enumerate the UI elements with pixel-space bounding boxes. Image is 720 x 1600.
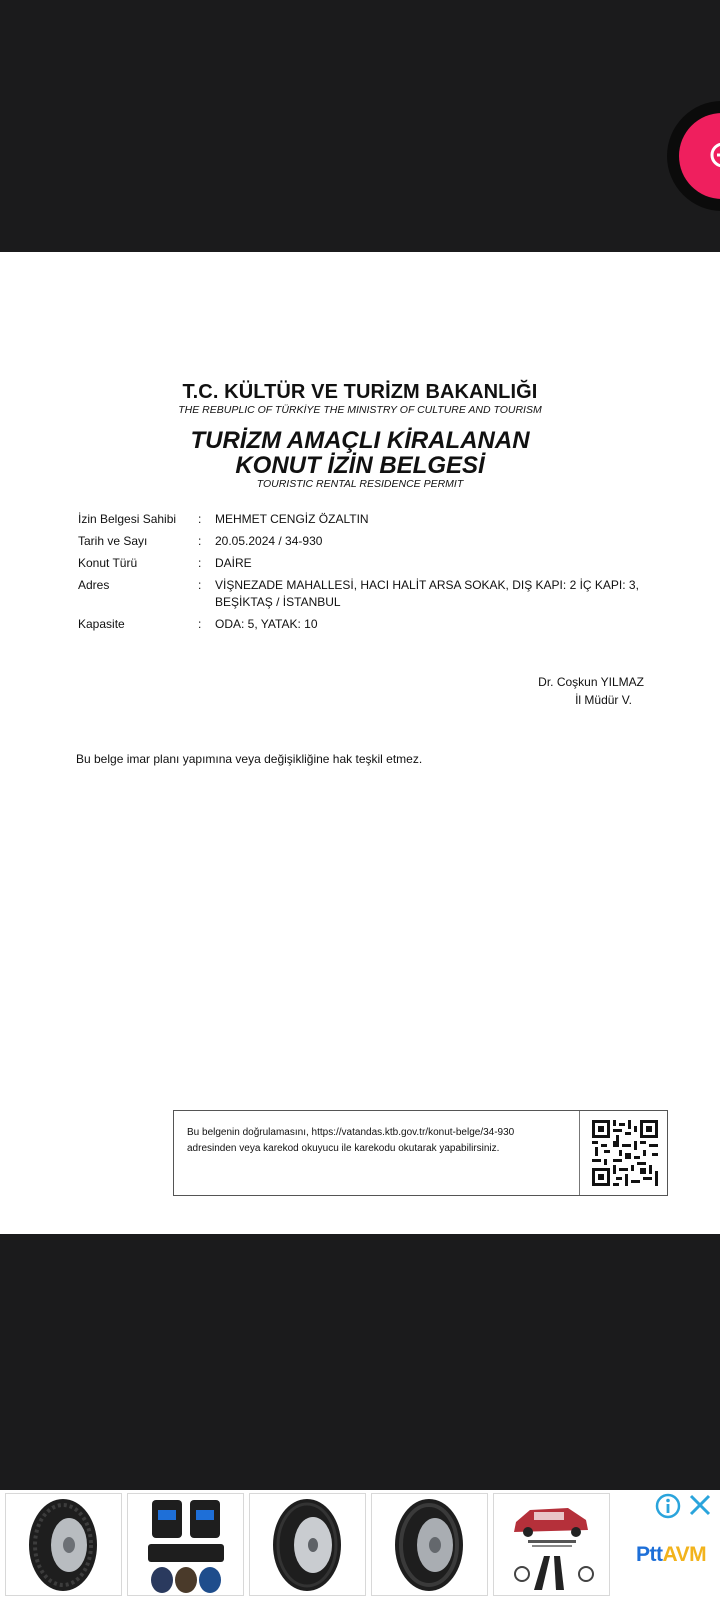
ad-product-tire-3[interactable] xyxy=(371,1493,488,1596)
verification-divider xyxy=(579,1111,580,1195)
permit-title-en: TOURISTIC RENTAL RESIDENCE PERMIT xyxy=(256,478,464,490)
car-window-visor-icon xyxy=(494,1494,609,1595)
verification-line1: Bu belgenin doğrulamasını, https://vatandas.ktb.gov.tr/konut-belge/34-930 xyxy=(187,1127,515,1138)
top-dark-area xyxy=(0,0,720,252)
verification-box xyxy=(173,1110,668,1196)
field-value: 20.05.2024 / 34-930 xyxy=(215,534,323,548)
car-floor-mat-icon xyxy=(128,1494,243,1595)
field-colon: : xyxy=(198,534,202,548)
field-colon: : xyxy=(198,512,202,526)
field-label: Kapasite xyxy=(78,617,125,631)
field-colon: : xyxy=(198,556,202,570)
pttavm-logo[interactable] xyxy=(636,1543,706,1567)
ad-product-window-visor[interactable] xyxy=(493,1493,610,1596)
permit-title-line2: KONUT İZİN BELGESİ xyxy=(235,452,485,479)
field-colon: : xyxy=(198,578,202,592)
tire-icon xyxy=(6,1494,121,1595)
ad-product-tire-2[interactable] xyxy=(249,1493,366,1596)
verification-line2: adresinden veya karekod okuyucu ile karekodu okutarak yapabilirsiniz. xyxy=(187,1143,500,1154)
ministry-title-en: THE REBUPLIC OF TÜRKİYE THE MINISTRY OF CULTURE AND TOURISM xyxy=(178,404,542,416)
signatory-title: İl Müdür V. xyxy=(575,693,632,707)
permit-document xyxy=(0,252,720,1234)
field-label: Konut Türü xyxy=(78,556,138,570)
tire-icon xyxy=(250,1494,365,1595)
field-label: Adres xyxy=(78,578,110,592)
field-value xyxy=(215,577,665,611)
address-line1: VİŞNEZADE MAHALLESİ, HACI HALİT ARSA SOKAK, DIŞ KAPI: 2 İÇ KAPI: 3, xyxy=(215,578,639,592)
qr-code-icon xyxy=(592,1120,658,1186)
brand-avm: AVM xyxy=(662,1543,707,1566)
plus-circle-icon xyxy=(701,133,720,177)
ministry-title: T.C. KÜLTÜR VE TURİZM BAKANLIĞI xyxy=(182,381,538,403)
signatory-name: Dr. Coşkun YILMAZ xyxy=(538,675,644,689)
brand-ptt: Ptt xyxy=(636,1543,663,1566)
close-icon[interactable] xyxy=(687,1492,713,1518)
bottom-dark-area xyxy=(0,1234,720,1490)
permit-title-line1: TURİZM AMAÇLI KİRALANAN xyxy=(190,427,530,454)
field-value: MEHMET CENGİZ ÖZALTIN xyxy=(215,512,369,526)
field-value: ODA: 5, YATAK: 10 xyxy=(215,617,318,631)
verification-text xyxy=(187,1125,557,1157)
tire-icon xyxy=(372,1494,487,1595)
ad-product-tire-1[interactable] xyxy=(5,1493,122,1596)
info-icon[interactable] xyxy=(654,1492,682,1520)
field-label: İzin Belgesi Sahibi xyxy=(78,512,177,526)
field-label: Tarih ve Sayı xyxy=(78,534,148,548)
field-value: DAİRE xyxy=(215,556,252,570)
ad-banner xyxy=(0,1490,720,1600)
legal-notice: Bu belge imar planı yapımına veya değişikliğine hak teşkil etmez. xyxy=(76,752,423,766)
ad-product-floor-mats[interactable] xyxy=(127,1493,244,1596)
address-line2: BEŞİKTAŞ / İSTANBUL xyxy=(215,595,341,609)
field-colon: : xyxy=(198,617,202,631)
